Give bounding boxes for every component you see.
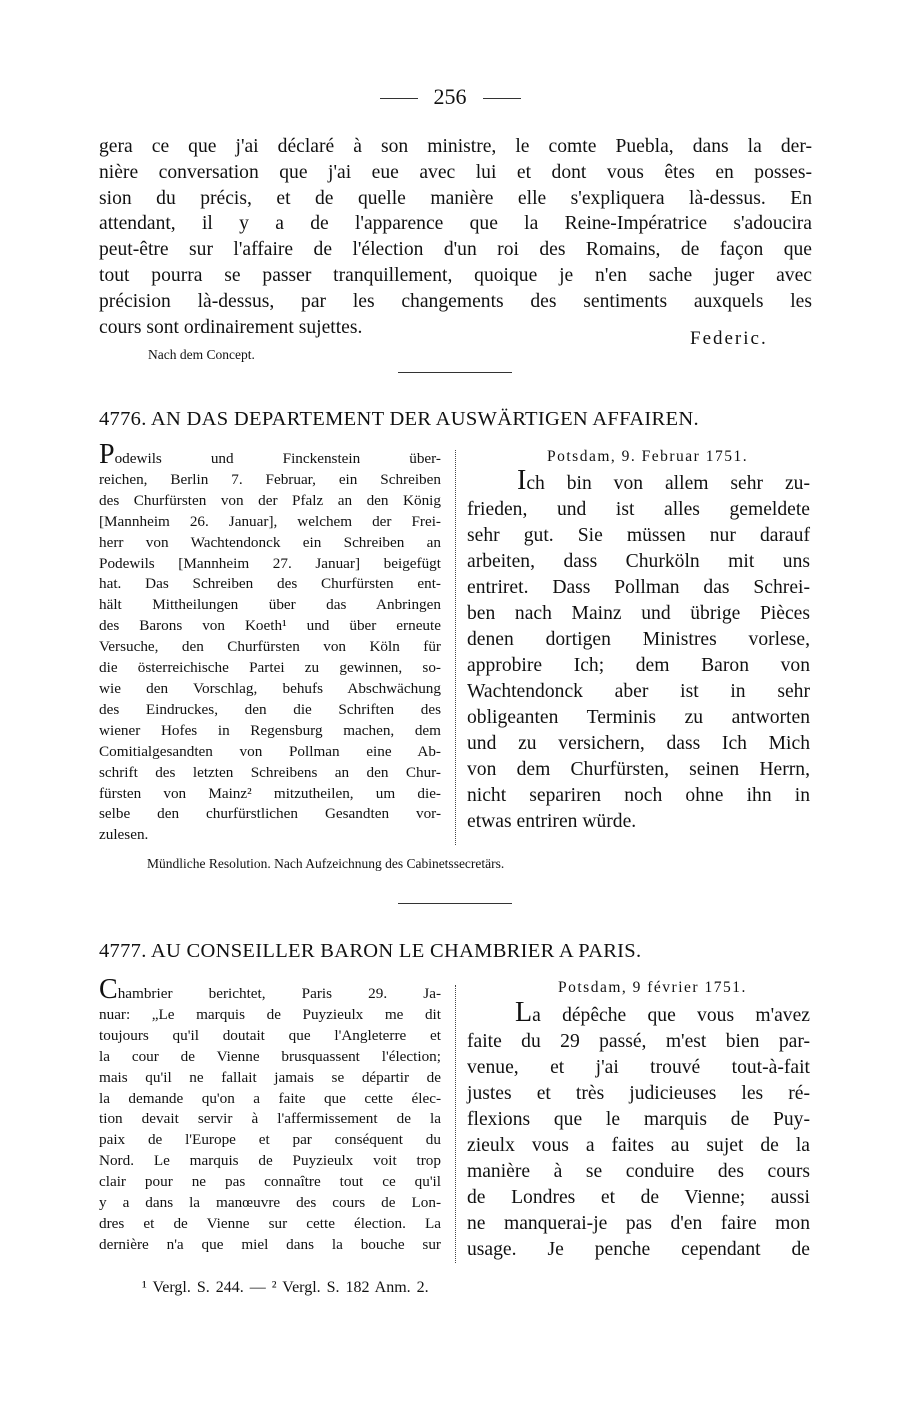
letter-line: und zu versichern, dass Ich Mich: [467, 733, 810, 754]
top-paragraph: [99, 134, 812, 340]
letter-line: flexions que le marquis de Puy-: [467, 1109, 810, 1130]
letter-line: de Londres et de Vienne; aussi: [467, 1187, 810, 1208]
summary-line: des Eindruckes, den die Schriften des: [99, 700, 441, 718]
letter-line: nicht separiren noch ohne ihn in: [467, 785, 810, 806]
summary-line: dernière n'a que miel dans la bouche sur: [99, 1235, 441, 1253]
summary-line: des Barons von Koeth¹ und über erneute: [99, 617, 441, 635]
footnotes: ¹ Vergl. S. 244. — ² Vergl. S. 182 Anm. 2.: [142, 1279, 429, 1296]
column-separator: [455, 450, 456, 845]
summary-line: tion devait servir à l'affermissement de la: [99, 1110, 441, 1128]
letter-line: denen dortigen Ministres vorlese,: [467, 629, 810, 650]
summary-line: hält Mittheilungen über das Anbringen: [99, 596, 441, 614]
summary-line: dres et de Vienne sur cette élection. La: [99, 1214, 441, 1232]
text-line: sion du précis, et de quelle manière elle s'expliquera là-dessus. En: [99, 187, 812, 209]
letter-line: Ich bin von allem sehr zu-: [517, 465, 810, 496]
letter-line: faite du 29 passé, m'est bien par-: [467, 1031, 810, 1052]
summary-line: reichen, Berlin 7. Februar, ein Schreiben: [99, 470, 441, 488]
letter-line: manière à se conduire des cours: [467, 1161, 810, 1182]
letter-line: approbire Ich; dem Baron von: [467, 655, 810, 676]
summary-line: die österreichische Partei zu gewinnen, so-: [99, 659, 441, 677]
summary-line: y a dans la manœuvre des cours de Lon-: [99, 1194, 441, 1212]
letter-line: venue, et j'ai trouvé tout-à-fait: [467, 1057, 810, 1078]
summary-line: schrift des letzten Schreibens an den Chur-: [99, 763, 441, 781]
summary-line: la cour de Vienne brusquassent l'élection;: [99, 1047, 441, 1065]
text-line: gera ce que j'ai déclaré à son ministre, le comte Puebla, dans la der-: [99, 136, 812, 157]
letter-line: entriret. Dass Pollman das Schrei-: [467, 577, 810, 598]
letter-line: ne manquerai-je pas d'en faire mon: [467, 1213, 810, 1234]
letter-line: obligeanten Terminis zu antworten: [467, 707, 810, 728]
letter-line: arbeiten, dass Churköln mit uns: [467, 551, 810, 572]
text-line: précision là-dessus, par les changements des sentiments auxquels les: [99, 290, 812, 312]
summary-line: nuar: „Le marquis de Puyzieulx me dit: [99, 1005, 441, 1023]
signature: Federic.: [690, 328, 768, 349]
drop-cap: I: [517, 465, 527, 496]
header-dash-left: [380, 98, 418, 99]
summary-line: [Mannheim 26. Januar], welchem der Frei-: [99, 512, 441, 530]
summary-line: mais qu'il ne fallait jamais se départir de: [99, 1068, 441, 1086]
summary-line: herr von Wachtendonck ein Schreiben an: [99, 533, 441, 551]
text-line: tout pourra se passer tranquillement, quoique je n'en sache juger avec: [99, 264, 812, 286]
text-line: attendant, il y a de l'apparence que la Reine-Impératrice s'adoucira: [99, 213, 812, 235]
summary-line: des Churfürsten von der Pfalz an den König: [99, 491, 441, 509]
summary-4776: [99, 439, 441, 846]
summary-4777: [99, 974, 441, 1256]
letter-line: usage. Je penche cependant de: [467, 1239, 810, 1260]
section-heading-4776: 4776. AN DAS DEPARTEMENT DER AUSWÄRTIGEN AFFAIREN.: [99, 408, 699, 430]
header-dash-right: [483, 98, 521, 99]
drop-cap: P: [99, 439, 115, 470]
section-divider: [398, 372, 512, 373]
letter-line: zieulx vous a faites au sujet de la: [467, 1135, 810, 1156]
letter-line: sehr gut. Sie müssen nur darauf: [467, 525, 810, 546]
letter-line: ben nach Mainz und übrige Pièces: [467, 603, 810, 624]
letter-line: etwas entriren würde.: [467, 811, 637, 832]
letter-line: La dépêche que vous m'avez: [515, 997, 810, 1028]
text-line: peut-être sur l'affaire de l'élection d'un roi des Romains, de façon que: [99, 239, 812, 261]
section-divider: [398, 903, 512, 904]
page-header: [0, 84, 900, 110]
summary-line: hat. Das Schreiben des Churfürsten ent-: [99, 575, 441, 593]
dateline-4776: Potsdam, 9. Februar 1751.: [547, 448, 749, 465]
dateline-4777: Potsdam, 9 février 1751.: [558, 979, 747, 996]
summary-line: wie den Vorschlag, behufs Abschwächung: [99, 679, 441, 697]
resolution-note: Mündliche Resolution. Nach Aufzeichnung des Cabinetssecretärs.: [147, 856, 505, 871]
text-line: nière conversation que j'ai eue avec lui et dont vous êtes en posses-: [99, 161, 812, 183]
summary-line: Podewils [Mannheim 27. Januar] beigefügt: [99, 554, 441, 572]
summary-line: Nord. Le marquis de Puyzieulx voit trop: [99, 1152, 441, 1170]
letter-4776: [467, 465, 810, 835]
summary-line: Podewils und Finckenstein über-: [99, 439, 441, 470]
drop-cap: C: [99, 974, 118, 1005]
summary-line: Versuche, den Churfürsten von Köln für: [99, 638, 441, 656]
summary-line: fürsten von Mainz² mitzutheilen, um die-: [99, 784, 441, 802]
text-line: cours sont ordinairement sujettes.: [99, 316, 363, 338]
summary-line: Chambrier berichtet, Paris 29. Ja-: [99, 974, 441, 1005]
summary-line: clair pour ne pas connaître tout ce qu'il: [99, 1173, 441, 1191]
letter-line: frieden, und ist alles gemeldete: [467, 499, 810, 520]
summary-line: Comitialgesandten von Pollman eine Ab-: [99, 742, 441, 760]
summary-line: paix de l'Europe et par conséquent du: [99, 1131, 441, 1149]
letter-line: Wachtendonck aber ist in sehr: [467, 681, 810, 702]
summary-line: toujours qu'il doutait que l'Angleterre et: [99, 1026, 441, 1044]
summary-line: selbe den churfürstlichen Gesandten vor-: [99, 805, 441, 823]
letter-4777: [467, 997, 810, 1263]
page-number: 256: [433, 84, 467, 109]
summary-line: la demande qu'on a faite que cette élec-: [99, 1089, 441, 1107]
column-separator: [455, 985, 456, 1263]
summary-line: wiener Hofes in Regensburg machen, dem: [99, 721, 441, 739]
letter-line: justes et très judicieuses les ré-: [467, 1083, 810, 1104]
source-note: Nach dem Concept.: [148, 347, 255, 362]
section-heading-4777: 4777. AU CONSEILLER BARON LE CHAMBRIER A PARIS.: [99, 940, 642, 962]
summary-line: zulesen.: [99, 826, 149, 844]
drop-cap: L: [515, 997, 533, 1028]
letter-line: von dem Churfürsten, seinen Herrn,: [467, 759, 810, 780]
